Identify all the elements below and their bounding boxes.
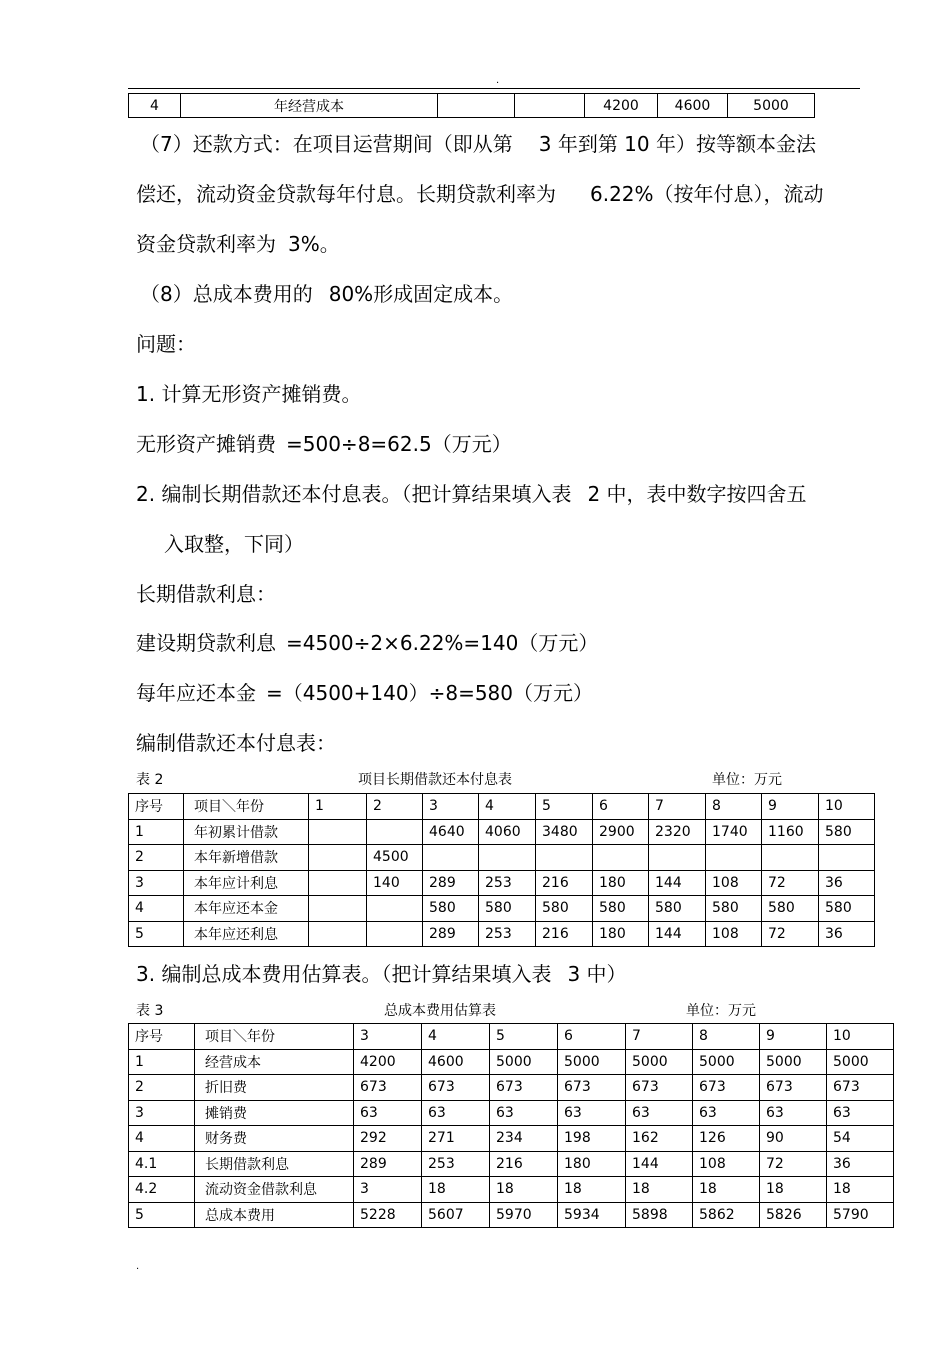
table-cell: 5000 xyxy=(827,1049,894,1075)
table-cell xyxy=(367,819,423,845)
table-cell: 216 xyxy=(490,1151,558,1177)
table-cell xyxy=(309,845,367,871)
table-cell: 8 xyxy=(706,794,762,820)
table-row xyxy=(129,896,875,922)
table-cell: 5607 xyxy=(422,1202,490,1228)
table-cell: 580 xyxy=(819,819,875,845)
table-cell: 5 xyxy=(490,1024,558,1050)
table-cell: 2 xyxy=(367,794,423,820)
table3-unit: 单位：万元 xyxy=(686,1003,756,1019)
table-cell: 4 xyxy=(479,794,536,820)
table-cell xyxy=(367,896,423,922)
table-cell: 36 xyxy=(827,1151,894,1177)
table-cell: 5000 xyxy=(626,1049,693,1075)
table-row xyxy=(129,1100,894,1126)
table-cell: 3 xyxy=(354,1024,422,1050)
question-1-answer: 无形资产摊销费 =500÷8=62.5（万元） xyxy=(136,432,512,456)
table-cell: 292 xyxy=(354,1126,422,1152)
table-cell: 10 xyxy=(827,1024,894,1050)
table-cell: 63 xyxy=(490,1100,558,1126)
table-cell: 2 xyxy=(129,1075,195,1101)
table-cell: 289 xyxy=(354,1151,422,1177)
cell: 年经营成本 xyxy=(181,94,438,118)
table-cell: 216 xyxy=(536,870,593,896)
table-cell xyxy=(367,921,423,947)
table-cell: 36 xyxy=(819,870,875,896)
table-cell: 5 xyxy=(536,794,593,820)
table-cell: 1 xyxy=(129,1049,195,1075)
table-cell: 18 xyxy=(422,1177,490,1203)
paragraph-7-line1: （7）还款方式：在项目运营期间（即从第 3 年到第 10 年）按等额本金法 xyxy=(140,132,816,156)
table-cell: 36 xyxy=(819,921,875,947)
cell: 4600 xyxy=(658,94,728,118)
table-cell: 3 xyxy=(354,1177,422,1203)
table-cell: 6 xyxy=(558,1024,626,1050)
table-cell: 108 xyxy=(706,921,762,947)
table-cell: 63 xyxy=(693,1100,760,1126)
table-cell: 144 xyxy=(626,1151,693,1177)
table-cell: 2900 xyxy=(593,819,649,845)
table-cell xyxy=(309,870,367,896)
table-cell: 4640 xyxy=(423,819,479,845)
table-cell: 673 xyxy=(354,1075,422,1101)
table-cell: 2 xyxy=(129,845,184,871)
table-row xyxy=(129,1024,894,1050)
table-cell: 10 xyxy=(819,794,875,820)
cell xyxy=(515,94,585,118)
table-cell: 4 xyxy=(129,896,184,922)
table-cell: 5790 xyxy=(827,1202,894,1228)
table-row xyxy=(129,1075,894,1101)
make-table-label: 编制借款还本付息表： xyxy=(136,731,336,755)
table-cell: 5228 xyxy=(354,1202,422,1228)
table-cell: 63 xyxy=(827,1100,894,1126)
table-cell: 580 xyxy=(423,896,479,922)
table-cell xyxy=(819,845,875,871)
cell xyxy=(438,94,515,118)
table-cell: 5000 xyxy=(490,1049,558,1075)
table-cell: 1740 xyxy=(706,819,762,845)
table-cell: 289 xyxy=(423,870,479,896)
question-2-line2: 入取整，下同） xyxy=(164,532,304,556)
table-row xyxy=(129,794,875,820)
question-2-line1: 2. 编制长期借款还本付息表。（把计算结果填入表 2 中，表中数字按四舍五 xyxy=(136,482,807,506)
table-cell xyxy=(593,845,649,871)
table-cell: 18 xyxy=(693,1177,760,1203)
table-cell: 4060 xyxy=(479,819,536,845)
cell: 4200 xyxy=(585,94,658,118)
cell: 5000 xyxy=(728,94,815,118)
table-cell: 4 xyxy=(129,1126,195,1152)
table-cell: 3480 xyxy=(536,819,593,845)
table-cell: 5 xyxy=(129,1202,195,1228)
table-cell: 673 xyxy=(490,1075,558,1101)
table-cell: 5934 xyxy=(558,1202,626,1228)
table-cell: 4600 xyxy=(422,1049,490,1075)
table-cell: 5000 xyxy=(760,1049,827,1075)
table-cell: 4500 xyxy=(367,845,423,871)
table-cell: 180 xyxy=(593,870,649,896)
table-cell: 1 xyxy=(129,819,184,845)
header-dot: . xyxy=(496,75,500,86)
table-cell: 3 xyxy=(129,870,184,896)
table-cell: 108 xyxy=(706,870,762,896)
table-cell: 本年新增借款 xyxy=(184,845,309,871)
table-cell: 289 xyxy=(423,921,479,947)
table-cell: 9 xyxy=(762,794,819,820)
table-cell: 3 xyxy=(423,794,479,820)
table-cell: 5000 xyxy=(693,1049,760,1075)
table-cell: 162 xyxy=(626,1126,693,1152)
table-cell: 216 xyxy=(536,921,593,947)
table-cell: 摊销费 xyxy=(195,1100,354,1126)
cell: 4 xyxy=(129,94,181,118)
table-cell: 253 xyxy=(422,1151,490,1177)
table-cell: 72 xyxy=(760,1151,827,1177)
table-cell: 63 xyxy=(760,1100,827,1126)
table-cell: 折旧费 xyxy=(195,1075,354,1101)
table-cell: 5 xyxy=(129,921,184,947)
table-cell: 5862 xyxy=(693,1202,760,1228)
table-cell: 本年应还本金 xyxy=(184,896,309,922)
table-cell: 4200 xyxy=(354,1049,422,1075)
long-interest-label: 长期借款利息： xyxy=(136,582,276,606)
table-cell: 271 xyxy=(422,1126,490,1152)
table-cell: 18 xyxy=(558,1177,626,1203)
table-cell: 673 xyxy=(760,1075,827,1101)
table-cell: 180 xyxy=(593,921,649,947)
table-cell xyxy=(309,896,367,922)
table-cell: 673 xyxy=(558,1075,626,1101)
table2-unit: 单位：万元 xyxy=(712,772,782,788)
table-row xyxy=(129,870,875,896)
table-cell: 673 xyxy=(626,1075,693,1101)
table-cell: 9 xyxy=(760,1024,827,1050)
table-cell: 580 xyxy=(819,896,875,922)
table-row xyxy=(129,1126,894,1152)
table-cell: 198 xyxy=(558,1126,626,1152)
table-cell xyxy=(762,845,819,871)
table-cell: 673 xyxy=(693,1075,760,1101)
table-row xyxy=(129,1049,894,1075)
table-cell: 序号 xyxy=(129,1024,195,1050)
table-cell: 18 xyxy=(827,1177,894,1203)
table-cell: 7 xyxy=(626,1024,693,1050)
construction-interest: 建设期贷款利息 =4500÷2×6.22%=140（万元） xyxy=(136,631,599,655)
table-cell: 580 xyxy=(706,896,762,922)
repayment-table xyxy=(128,793,875,947)
table-cell: 财务费 xyxy=(195,1126,354,1152)
table3-title: 总成本费用估算表 xyxy=(384,1003,496,1019)
table-row xyxy=(129,845,875,871)
table-cell: 72 xyxy=(762,921,819,947)
table-cell xyxy=(706,845,762,871)
paragraph-7-line3: 资金贷款利率为 3%。 xyxy=(136,232,340,256)
table-cell: 5898 xyxy=(626,1202,693,1228)
table-cell: 108 xyxy=(693,1151,760,1177)
cost-estimate-table xyxy=(128,1023,894,1228)
table-cell: 63 xyxy=(626,1100,693,1126)
table-cell: 长期借款利息 xyxy=(195,1151,354,1177)
table2-label: 表 2 xyxy=(136,772,164,788)
table-cell: 本年应计利息 xyxy=(184,870,309,896)
table-cell: 234 xyxy=(490,1126,558,1152)
table-cell: 63 xyxy=(354,1100,422,1126)
table-cell: 18 xyxy=(760,1177,827,1203)
table-cell: 72 xyxy=(762,870,819,896)
table-cell: 140 xyxy=(367,870,423,896)
table-cell: 总成本费用 xyxy=(195,1202,354,1228)
table-cell: 序号 xyxy=(129,794,184,820)
table-cell: 项目＼年份 xyxy=(184,794,309,820)
table-row xyxy=(129,1202,894,1228)
paragraph-7-line2: 偿还，流动资金贷款每年付息。长期贷款利率为 6.22%（按年付息），流动 xyxy=(136,182,824,206)
table-cell xyxy=(479,845,536,871)
table-cell: 6 xyxy=(593,794,649,820)
table-cell xyxy=(536,845,593,871)
table-cell: 4.1 xyxy=(129,1151,195,1177)
table-cell: 年初累计借款 xyxy=(184,819,309,845)
table-cell: 1 xyxy=(309,794,367,820)
table-cell: 673 xyxy=(827,1075,894,1101)
table-cell: 180 xyxy=(558,1151,626,1177)
questions-heading: 问题： xyxy=(136,332,196,356)
table-cell: 4.2 xyxy=(129,1177,195,1203)
table-cell: 本年应还利息 xyxy=(184,921,309,947)
table-cell: 1160 xyxy=(762,819,819,845)
question-3: 3. 编制总成本费用估算表。（把计算结果填入表 3 中） xyxy=(136,962,627,986)
table-cell: 253 xyxy=(479,870,536,896)
table-row xyxy=(129,1177,894,1203)
table-cell: 5826 xyxy=(760,1202,827,1228)
table-cell xyxy=(423,845,479,871)
table-cell: 18 xyxy=(490,1177,558,1203)
table-cell: 580 xyxy=(593,896,649,922)
table2-title: 项目长期借款还本付息表 xyxy=(358,772,512,788)
table-cell: 7 xyxy=(649,794,706,820)
table-cell: 580 xyxy=(536,896,593,922)
table-cell: 580 xyxy=(479,896,536,922)
table-cell xyxy=(649,845,706,871)
table-cell: 253 xyxy=(479,921,536,947)
table-cell: 3 xyxy=(129,1100,195,1126)
annual-principal: 每年应还本金 =（4500+140）÷8=580（万元） xyxy=(136,681,594,705)
header-rule xyxy=(128,88,860,89)
table3-label: 表 3 xyxy=(136,1003,164,1019)
table-cell: 63 xyxy=(422,1100,490,1126)
table-row xyxy=(129,819,875,845)
table-cell: 经营成本 xyxy=(195,1049,354,1075)
table-row xyxy=(129,94,815,118)
table-row xyxy=(129,1151,894,1177)
table-cell: 2320 xyxy=(649,819,706,845)
table-cell: 144 xyxy=(649,921,706,947)
table-cell xyxy=(309,819,367,845)
table-cell: 4 xyxy=(422,1024,490,1050)
table-cell: 8 xyxy=(693,1024,760,1050)
table-cell: 126 xyxy=(693,1126,760,1152)
table-cell: 流动资金借款利息 xyxy=(195,1177,354,1203)
table-cell: 580 xyxy=(649,896,706,922)
table-cell: 580 xyxy=(762,896,819,922)
table-cell: 63 xyxy=(558,1100,626,1126)
table-cell: 5000 xyxy=(558,1049,626,1075)
table-cell: 54 xyxy=(827,1126,894,1152)
table-row xyxy=(129,921,875,947)
table-cell: 144 xyxy=(649,870,706,896)
table-cell: 673 xyxy=(422,1075,490,1101)
prev-table-row xyxy=(128,93,815,118)
table-cell xyxy=(309,921,367,947)
question-1: 1. 计算无形资产摊销费。 xyxy=(136,382,362,406)
paragraph-8: （8）总成本费用的 80%形成固定成本。 xyxy=(140,282,514,306)
footer-dot: . xyxy=(136,1261,140,1272)
table-cell: 5970 xyxy=(490,1202,558,1228)
table-cell: 18 xyxy=(626,1177,693,1203)
table-cell: 90 xyxy=(760,1126,827,1152)
table-cell: 项目＼年份 xyxy=(195,1024,354,1050)
